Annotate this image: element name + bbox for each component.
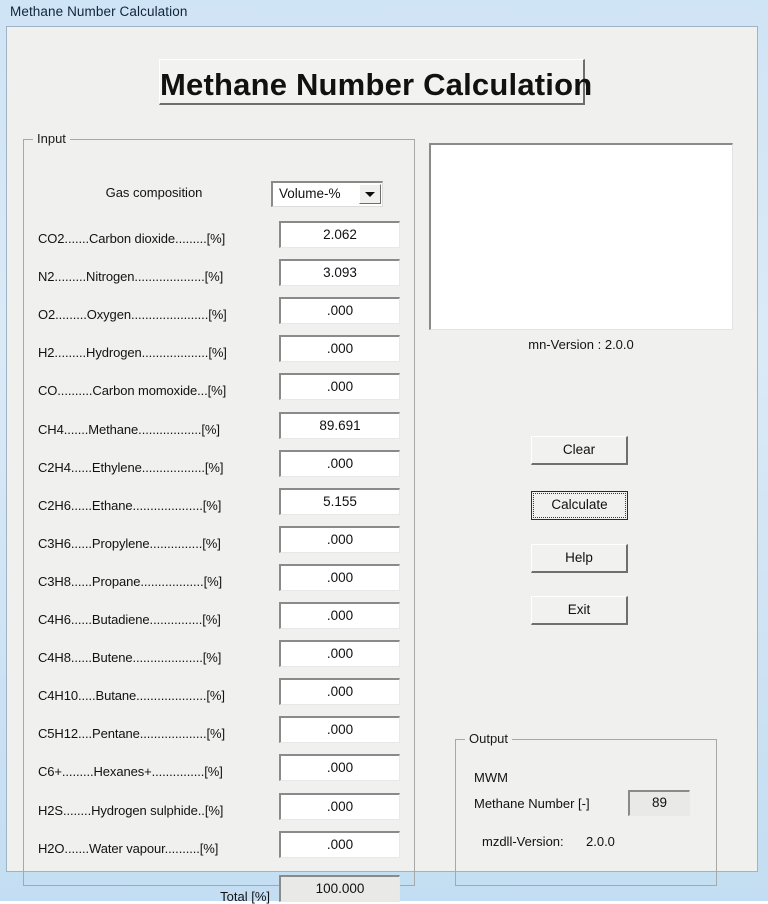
total-field: 100.000 bbox=[279, 875, 400, 902]
row-label-carbon-monoxide: CO..........Carbon momoxide...[%] bbox=[38, 383, 227, 399]
input-field-butene[interactable]: .000 bbox=[279, 640, 400, 667]
row-label-butene: C4H8......Butene....................[%] bbox=[38, 650, 222, 666]
help-button[interactable]: Help bbox=[531, 544, 628, 573]
total-label: Total [%] bbox=[220, 888, 270, 904]
title-bar bbox=[0, 0, 768, 26]
input-field-propylene[interactable]: .000 bbox=[279, 526, 400, 553]
input-field-nitrogen[interactable]: 3.093 bbox=[279, 259, 400, 286]
calculate-button[interactable] bbox=[531, 491, 628, 520]
row-label-oxygen: O2.........Oxygen......................[%] bbox=[38, 307, 227, 323]
row-label-propane: C3H8......Propane..................[%] bbox=[38, 573, 223, 589]
row-label-nitrogen: N2.........Nitrogen....................[%] bbox=[38, 269, 224, 285]
row-label-methane: CH4.......Methane..................[%] bbox=[38, 421, 220, 437]
row-label-water-vapour: H2O.......Water vapour..........[%] bbox=[38, 840, 219, 856]
mzdll-version-label: mzdll-Version: bbox=[482, 834, 564, 849]
header-panel bbox=[159, 59, 593, 105]
calculate-button-label: Calculate bbox=[533, 493, 626, 518]
gas-composition-label: Gas composition bbox=[105, 185, 203, 200]
input-field-methane[interactable]: 89.691 bbox=[279, 412, 400, 439]
window-title: Methane Number Calculation bbox=[10, 4, 188, 19]
output-group-label: Output bbox=[465, 731, 512, 746]
unit-select[interactable] bbox=[271, 181, 383, 207]
row-label-hydrogen-sulphide: H2S........Hydrogen sulphide..[%] bbox=[38, 802, 224, 818]
input-field-ethylene[interactable]: .000 bbox=[279, 450, 400, 477]
row-label-butadiene: C4H6......Butadiene...............[%] bbox=[38, 612, 221, 627]
input-group-label: Input bbox=[33, 131, 70, 146]
page-title: Methane Number Calculation bbox=[160, 67, 593, 102]
row-label-butane: C4H10.....Butane....................[%] bbox=[38, 688, 225, 704]
output-engine-label: MWM bbox=[474, 770, 508, 785]
row-label-pentane: C5H12....Pentane...................[%] bbox=[38, 726, 225, 742]
row-label-carbon-dioxide: CO2.......Carbon dioxide.........[%] bbox=[38, 231, 226, 246]
mzdll-version-value: 2.0.0 bbox=[586, 834, 615, 849]
clear-button[interactable]: Clear bbox=[531, 436, 628, 465]
input-field-ethane[interactable]: 5.155 bbox=[279, 488, 400, 515]
input-field-hydrogen-sulphide[interactable]: .000 bbox=[279, 793, 400, 820]
mn-version-label: mn-Version : 2.0.0 bbox=[528, 337, 634, 352]
output-group bbox=[455, 731, 717, 886]
input-field-hexanes-plus[interactable]: .000 bbox=[279, 754, 400, 781]
input-field-butane[interactable]: .000 bbox=[279, 678, 400, 705]
methane-number-value: 89 bbox=[628, 790, 690, 816]
input-group bbox=[23, 131, 415, 904]
row-label-ethylene: C2H4......Ethylene..................[%] bbox=[38, 459, 224, 475]
input-field-carbon-dioxide[interactable]: 2.062 bbox=[279, 221, 400, 248]
methane-number-label: Methane Number [-] bbox=[474, 796, 590, 811]
input-field-pentane[interactable]: .000 bbox=[279, 716, 400, 743]
client-area bbox=[6, 26, 758, 904]
chevron-down-icon[interactable] bbox=[359, 184, 381, 204]
input-field-butadiene[interactable]: .000 bbox=[279, 602, 400, 629]
input-field-oxygen[interactable]: .000 bbox=[279, 297, 400, 324]
result-output-box[interactable] bbox=[429, 143, 733, 330]
unit-select-value: Volume-% bbox=[279, 186, 341, 201]
input-field-propane[interactable]: .000 bbox=[279, 564, 400, 591]
row-label-hydrogen: H2.........Hydrogen...................[%] bbox=[38, 345, 227, 361]
row-label-propylene: C3H6......Propylene...............[%] bbox=[38, 535, 221, 551]
row-label-ethane: C2H6......Ethane....................[%] bbox=[38, 497, 222, 513]
exit-button[interactable]: Exit bbox=[531, 596, 628, 625]
input-field-carbon-monoxide[interactable]: .000 bbox=[279, 373, 400, 400]
input-field-hydrogen[interactable]: .000 bbox=[279, 335, 400, 362]
row-label-hexanes-plus: C6+.........Hexanes+...............[%] bbox=[38, 764, 223, 780]
input-field-water-vapour[interactable]: .000 bbox=[279, 831, 400, 858]
